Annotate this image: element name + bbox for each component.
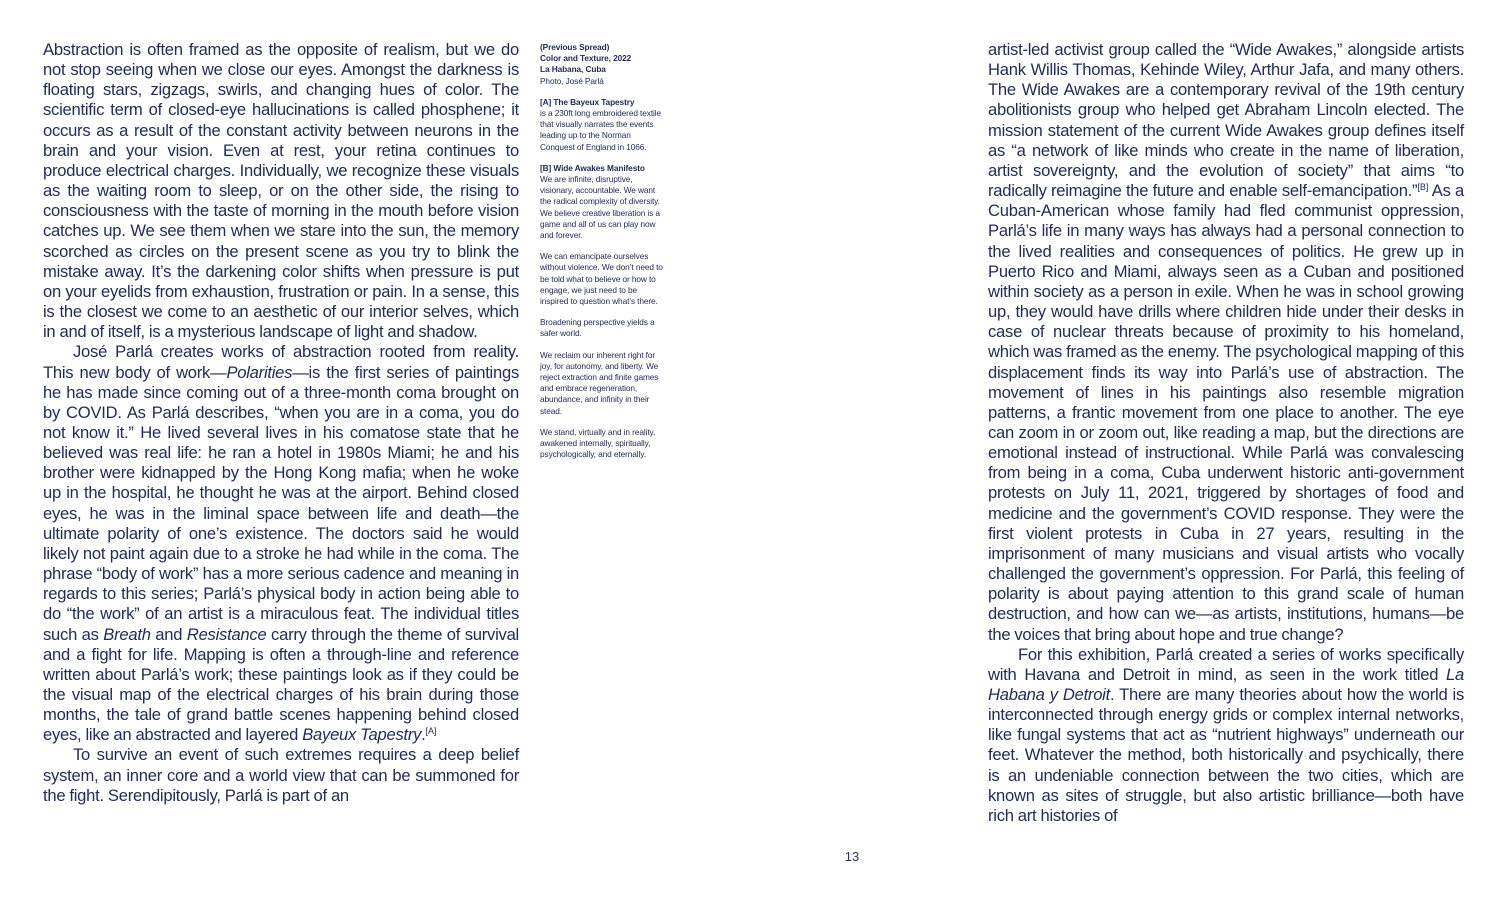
text-run: carry through the theme of survival and a fight for life. Mapping is often a through-line and reference written about Parlá’s work; these paintings look as if they could be the visual map of the electrical charges of his brain during those months, the tale of grand battle scenes happening behind closed eyes, like an abstracted and layered (43, 624, 519, 745)
caption-label: (Previous Spread) (540, 42, 610, 52)
caption-photo-credit: Photo, José Parlá (540, 75, 604, 86)
note-a (540, 97, 664, 153)
note-b-paragraph: We are infinite, disruptive, visionary, accountable. We want the radical complexity of diversity. We believe creative liberation is a game and all of us can play now and forever. (540, 174, 660, 241)
text-run: . There are many theories about how the world is interconnected through energy grids or complex internal networks, like fungal systems that act as “nutrient highways” underneath our feet. Whatever the method, both historically and psychically, there is an undeniable connection between the two cities, which are known as sites of struggle, but also artistic brilliance—both have rich art histories of (988, 685, 1464, 825)
text-run: For this exhibition, Parlá created a series of works specifically with Havana and Detroit in mind, as seen in the work titled (988, 644, 1464, 684)
text-run: José Parlá creates works of abstraction rooted from reality. This new body of work— (43, 342, 519, 382)
paragraph-exhibition (988, 645, 1464, 826)
footnote-ref-b: [B] (1417, 182, 1429, 193)
caption-title: Color and Texture, 2022 (540, 53, 632, 64)
note-b-block (540, 317, 664, 339)
italic-title-bayeux: Bayeux Tapestry (302, 725, 422, 745)
note-a-title: [A] The Bayeux Tapestry (540, 96, 635, 107)
paragraph-phosphene: Abstraction is often framed as the opposite of realism, but we do not stop seeing when we close our eyes. Amongst the darkness is floating stars, zigzags, swirls, and changing hues of color. The scientific term of closed-eye hallucinations is called phosphene; it occurs as a result of the constant activity between neurons in the brain and your vision. Even at rest, your retina continues to produce electrical charges. Individually, we recognize these visuals as the waiting room to sleep, or on the other side, the rising to consciousness with the taste of morning in the mouth before vision catches up. We see them when we stare into the sun, the memory scorched as circles on the present scene as you try to blink the mistake away. It’s the darkening color shifts when pressure is put on your eyelids from exhaustion, frustration or pain. In a sense, this is the closest we come to an aesthetic of our interior selves, which in and of itself, is a mysterious landscape of light and shadow. (43, 40, 519, 342)
note-b-paragraph: We can emancipate ourselves without violence. We don’t need to be told what to believe or how to engage, we just need to be inspired to question what’s there. (540, 251, 663, 307)
page-number: 13 (844, 849, 860, 864)
note-b-paragraph: We stand, virtually and in reality, awakened internally, spiritually, psychologically, and eternally. (540, 426, 656, 460)
note-b-title: [B] Wide Awakes Manifesto (540, 162, 645, 173)
italic-title-polarities: Polarities (226, 362, 293, 382)
italic-title-resistance: Resistance (186, 624, 267, 644)
sidenotes-column (540, 42, 664, 471)
text-run: As a Cuban-American whose family had fled communist oppression, Parlá’s life in many ways has always had a personal connection to the lived realities and consequences of politics. He grew up in Puerto Rico and Miami, always seen as a Cuban and positioned within society as a person in exile. When he was in school growing up, they would have drills where children hide under their desks in case of nuclear threats because of proximity to his homeland, which was framed as the enemy. The psychological mapping of this displacement finds its way into Parlá’s use of abstraction. The movement of lines in his paintings also resemble migration patterns, a frantic movement from one place to another. The eye can zoom in or zoom out, like reading a map, but the directions are emotional instead of instructional. While Parlá was convalescing from being in a coma, Cuba underwent historic anti-government protests on July 11, 2021, triggered by shortages of food and medicine and the government’s COVID response. They were the first violent protests in Cuba in 27 years, resulting in the imprisonment of many musicians and visual artists who vocally challenged the government’s oppression. For Parlá, this feeling of polarity is about paying attention to this grand scale of human destruction, and how can we—as artists, institutions, humans—be the voices that bring about hope and true change? (988, 181, 1464, 644)
note-b (540, 163, 664, 241)
note-b-paragraph: We reclaim our inherent right for joy, for autonomy, and liberty. We reject extraction and finite games and embrace regeneration, abundance, and infinity in their stead. (540, 349, 659, 416)
left-text-column (43, 40, 519, 806)
note-b-block (540, 251, 664, 307)
paragraph-survive: To survive an event of such extremes requires a deep belief system, an inner core and a world view that can be summoned for the fight. Serendipitously, Parlá is part of an (43, 745, 519, 805)
right-text-column (988, 40, 1464, 826)
text-run: artist-led activist group called the “Wide Awakes,” alongside artists Hank Willis Thomas, Kehinde Wiley, Arthur Jafa, and many others. The Wide Awakes are a contemporary revival of the 19th century abolitionists group who helped get Abraham Lincoln elected. The mission statement of the current Wide Awakes group defines itself as “a network of like minds who create in the name of liberation, artist sovereignty, and the evolution of society” that aims “to radically reimagine the future and enable self-emancipation.” (988, 40, 1464, 201)
footnote-ref-a: [A] (425, 726, 437, 737)
text-run: . (421, 725, 426, 745)
italic-title-la-habana: La Habana y Detroit (988, 664, 1464, 704)
paragraph-wide-awakes (988, 40, 1464, 645)
image-caption (540, 42, 664, 87)
paragraph-polarities (43, 342, 519, 745)
note-a-body: is a 230ft long embroidered textile that visually narrates the events leading up to the Norman Conquest of England in 1066. (540, 108, 662, 152)
note-b-block (540, 350, 664, 417)
text-run: —is the first series of paintings he has made since coming out of a three-month coma brought on by COVID. As Parlá describes, “when you are in a coma, you do not know it.” He lived several lives in his comatose state that he believed was real life: he ran a hotel in 1980s Miami; he and his brother were kidnapped by the Hong Kong mafia; when he woke up in the hospital, he thought he was at the airport. Behind closed eyes, he was in the liminal space between life and death—the ultimate polarity of one’s existence. The doctors said he would likely not paint again due to a stroke he had while in the coma. The phrase “body of work” has a more serious cadence and meaning in regards to this series; Parlá’s physical body in action being able to do “the work” of an artist is a miraculous feat. The individual titles such as (43, 362, 519, 644)
note-b-paragraph: Broadening perspective yields a safer world. (540, 317, 655, 339)
text-run: and (150, 624, 187, 644)
italic-title-breath: Breath (103, 624, 151, 644)
caption-place: La Habana, Cuba (540, 64, 606, 75)
note-b-block (540, 427, 664, 461)
